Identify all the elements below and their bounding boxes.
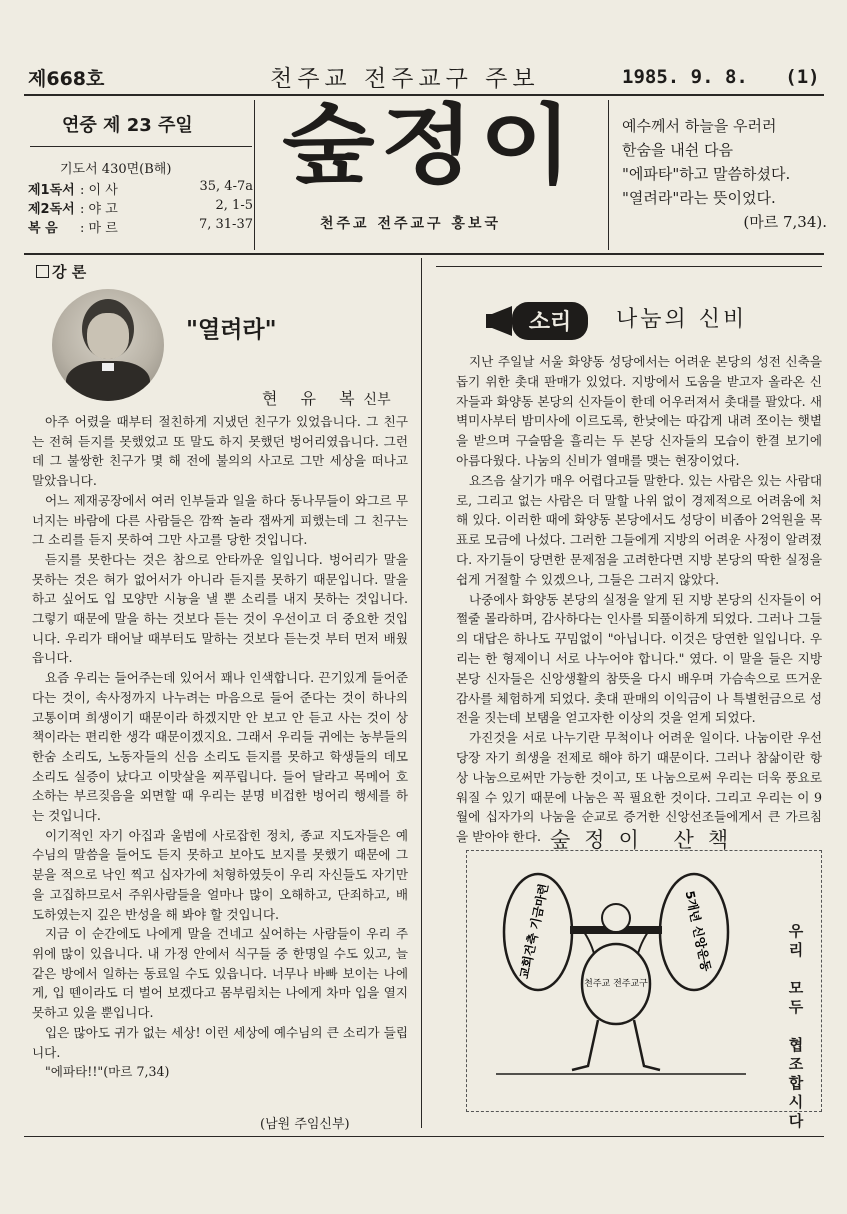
masthead-bottom-rule: [24, 253, 824, 255]
reading-row: [28, 217, 253, 236]
masthead-title: 숲정이: [282, 95, 579, 196]
reading-label: 제1독서: [28, 183, 75, 198]
essay-paragraph: 지난 주일날 서울 화양동 성당에서는 어려운 본당의 성전 신축을 돕기 위한 촛대 판매가 있었다. 지방에서 도움을 받고자 올라온 신자들과 화양동 본당의 신자들이 한데 어우러져서 촛대를 팔았다. 새벽미사부터 밤미사에 이르도록, 한낮에는 따갑게 내려 쪼이는 햇볕을 받으며 구슬땀을 흘리는 두 본당 신자들의 모습이 한결 보기에 아름다웠다. 나눔의 신비가 열매를 맺는 현장이었다.: [456, 354, 822, 468]
lecture-paragraph: 지금 이 순간에도 나에게 말을 건네고 싶어하는 사람들이 우리 주위에 많이 있읍니다. 내 가정 안에서 식구들 중 한명일 수도 있고, 늘 같은 방에서 일하는 동료일 수도 있읍니다. 너무나 바빠 보이는 나에게, 입 뗀이라도 더 벌어 보겠다고 몸부림치는 나에게 차마 입을 열지 못하고 있을 뿐입니다.: [32, 926, 408, 1021]
cartoon-caption: [786, 922, 806, 1131]
footer-rule: [24, 1136, 824, 1137]
reading-label: 복 음: [28, 221, 58, 236]
quote-reference: (마르 7,34).: [743, 213, 827, 231]
date-text: 1985. 9. 8.: [622, 66, 748, 88]
quote-line: "에파타"하고 말씀하셨다.: [622, 165, 791, 183]
checkbox-square-icon: [36, 265, 49, 278]
caption-char: 시: [788, 1093, 804, 1111]
lecture-paragraph: 입은 많아도 귀가 없는 세상! 이런 세상에 예수님의 큰 소리가 들립니다.: [32, 1024, 408, 1060]
reading-row: [28, 198, 253, 217]
liturgy-divider: [30, 146, 252, 147]
readings-list: [28, 179, 253, 236]
author-photo: [52, 289, 164, 401]
sori-badge-text: 소리: [528, 310, 572, 335]
cartoon-illustration: [476, 852, 774, 1097]
lecture-body: [32, 412, 408, 1082]
lecture-paragraph: 어느 제재공장에서 여러 인부들과 일을 하다 동나무들이 와그르 무너지는 바람에 다른 사람들은 깜짝 놀라 잽싸게 피했는데 그 친구는 그 소리를 듣지 못하여 그만 사고를 당한 것입니다.: [32, 492, 408, 548]
right-weight-label: 5개년 신앙운동: [682, 889, 714, 973]
photo-collar: [102, 363, 114, 371]
reading-ref: 7, 31-37: [198, 217, 253, 232]
essay-body: [456, 352, 822, 847]
reading-label: 제2독서: [28, 202, 75, 217]
essay-paragraph: 가진것을 서로 나누기란 무척이나 어려운 일이다. 나눔이란 우선 당장 자기 희생을 전제로 해야 하기 때문이다. 그러나 참삶이란 항상 나눔으로써만 가능한 것이고, 또 나눔으로써 우리는 더욱 풍요로워질 수 있기 때문에 나눔은 꼭 필요한 것이다. 그리고 우리는 이 9월에 십자가의 나눔을 순교로 증거한 신앙선조들에게서 큰 가르침을 받아야 한다.: [456, 730, 822, 845]
header-column-rule: [254, 100, 255, 250]
lecture-title: "열려라": [186, 316, 277, 343]
lecture-paragraph: 아주 어렸을 때부터 절친하게 지냈던 친구가 있었읍니다. 그 친구는 전혀 듣지를 못했었고 또 말도 하지 못했던 벙어리였읍니다. 그런데 그 불쌍한 친구가 몇 해 전에 불의의 사고로 그만 세상을 떠나고 말았읍니다.: [32, 414, 408, 489]
publishing-office: 천주교 전주교구 홍보국: [320, 216, 501, 232]
gospel-quote: [622, 114, 827, 234]
diocese-subtitle: 천주교 전주교구 주보: [270, 66, 540, 92]
quote-line: 한숨을 내쉰 다음: [622, 141, 733, 159]
reading-book: : 이 사: [80, 183, 118, 198]
reading-row: [28, 179, 253, 198]
caption-char: 협: [788, 1036, 804, 1054]
essay-title: 나눔의 신비: [616, 307, 748, 332]
left-weight-label: 교회건축 기금마련: [517, 882, 552, 981]
prayer-book: 기도서 430면(B해): [60, 162, 172, 177]
caption-char: 합: [788, 1074, 804, 1092]
lecture-paragraph: 요즘 우리는 들어주는데 있어서 꽤나 인색합니다. 끈기있게 들어준다는 것이, 속사정까지 나누려는 마음으로 들어 준다는 것이 하나의 고통이며 희생이기 때문이라 하겠지만 안 보고 안 듣고 사는 것이 상책이라는 편리한 생각 때문이겠지요. 그래서 우리들 귀에는 농부들의 한숨 소리도, 노동자들의 신음 소리도 듣지를 못하고 학생들의 데모 소리도 실증이 났다고 이맛살을 찌푸립니다. 들어 달라고 목메어 호소하는 부르짖음을 외면할 때 우리는 분명 비겁한 벙어리 행세를 하는 것입니다.: [32, 670, 408, 824]
issue-date: [622, 66, 820, 88]
essay-top-rule: [436, 266, 822, 267]
megaphone-icon: [482, 296, 592, 346]
reading-book: : 야 고: [80, 202, 118, 217]
quote-line: "열려라"라는 뜻이었다.: [622, 189, 776, 207]
caption-char: [786, 1017, 806, 1036]
author-role: 신부: [363, 392, 391, 408]
cartoon-heading: 숲정이 산책: [550, 828, 743, 852]
lecture-section-label: [36, 261, 86, 282]
caption-char: 조: [788, 1055, 804, 1073]
lecture-paragraph: 듣지를 못한다는 것은 참으로 안타까운 일입니다. 벙어리가 말을 못하는 것은 혀가 없어서가 아니라 듣지를 못하기 때문입니다. 말을 하고 싶어도 입 모양만 시늉을 낼 뿐 소리를 내지 못하는 것입니다. 그렇기 때문에 말을 하는 것보다 듣는 것이 우선이고 더 중요한 것입니다. 우리가 태어날 때부터도 말하는 것보다 듣는것 부터 먼저 배웠읍니다.: [32, 551, 408, 666]
reading-ref: 2, 1-5: [215, 198, 253, 213]
reading-ref: 35, 4-7a: [199, 179, 253, 194]
figure-label: 천주교 전주교구: [584, 979, 648, 989]
author-name: 현 유 복: [262, 389, 364, 408]
column-divider: [421, 258, 422, 1128]
sunday-title: 연중 제 23 주일: [62, 115, 193, 136]
section-text: 강 론: [52, 263, 87, 281]
caption-char: 우: [788, 922, 804, 940]
lecture-signature: (남원 주임신부): [260, 1117, 350, 1132]
lecture-closing: "에파타!!"(마르 7,34): [45, 1064, 170, 1080]
caption-char: 다: [788, 1112, 804, 1130]
page-number: (1): [785, 66, 820, 88]
lecture-paragraph: 이기적인 자기 아집과 울범에 사로잡힌 정치, 종교 지도자들은 예수님의 말씀을 들어도 듣지 못하고 보아도 보지를 못했기 때문에 그분을 적으로 낙인 찍고 십자가에 처형하였듯이 우리 자신들도 자기만을 고집하므로서 주위사람들을 얼마나 많이 오해하고, 단죄하고, 배도하였는지 깊은 반성을 해 봐야 할 것입니다.: [32, 827, 408, 922]
reading-book: : 마 르: [80, 221, 118, 236]
caption-char: [786, 960, 806, 979]
essay-paragraph: 나중에사 화양동 본당의 실정을 알게 된 지방 본당의 신자들이 어쩔줄 몰라하며, 감사하다는 인사를 되풀이하게 되었다. 그러나 그들의 대답은 하나도 꾸밈없이 "아닙니다. 이것은 당연한 일입니다. 우리는 한 형제이니 서로 나누어야 합니다." 였다. 이 말을 들은 지방 본당 신자들은 신앙생활의 참뜻을 다시 배우며 가슴속으로 뜨거운 감사를 체험하게 되었다. 촛대 판매의 이익금이 나 특별헌금으로 성전을 짓는데 보탬을 얻고자한 이상의 것을 얻게 되었다.: [456, 591, 822, 726]
lecture-author: [262, 386, 391, 409]
caption-char: 리: [788, 941, 804, 959]
photo-face: [87, 313, 129, 359]
essay-paragraph: 요즈음 살기가 매우 어렵다고들 말한다. 있는 사람은 있는 사람대로, 그리고 없는 사람은 더 말할 나위 없이 경제적으로 어려움에 처해 있다. 이러한 때에 화양동 본당에서도 성당이 비좁아 2억원을 목표로 모금에 나섰다. 그러한 그들에게 지방의 어려운 사정이 알려졌다. 자기들이 당면한 문제점을 고려한다면 지방 본당의 딱한 실정을 쉽게 거절할 수 있겠으나, 그들은 그러지 않았다.: [456, 472, 822, 587]
caption-text: [786, 922, 806, 1131]
caption-char: 모: [788, 979, 804, 997]
issue-number: 제668호: [28, 68, 105, 90]
quote-line: 예수께서 하늘을 우러러: [622, 117, 777, 135]
caption-char: 두: [788, 998, 804, 1016]
